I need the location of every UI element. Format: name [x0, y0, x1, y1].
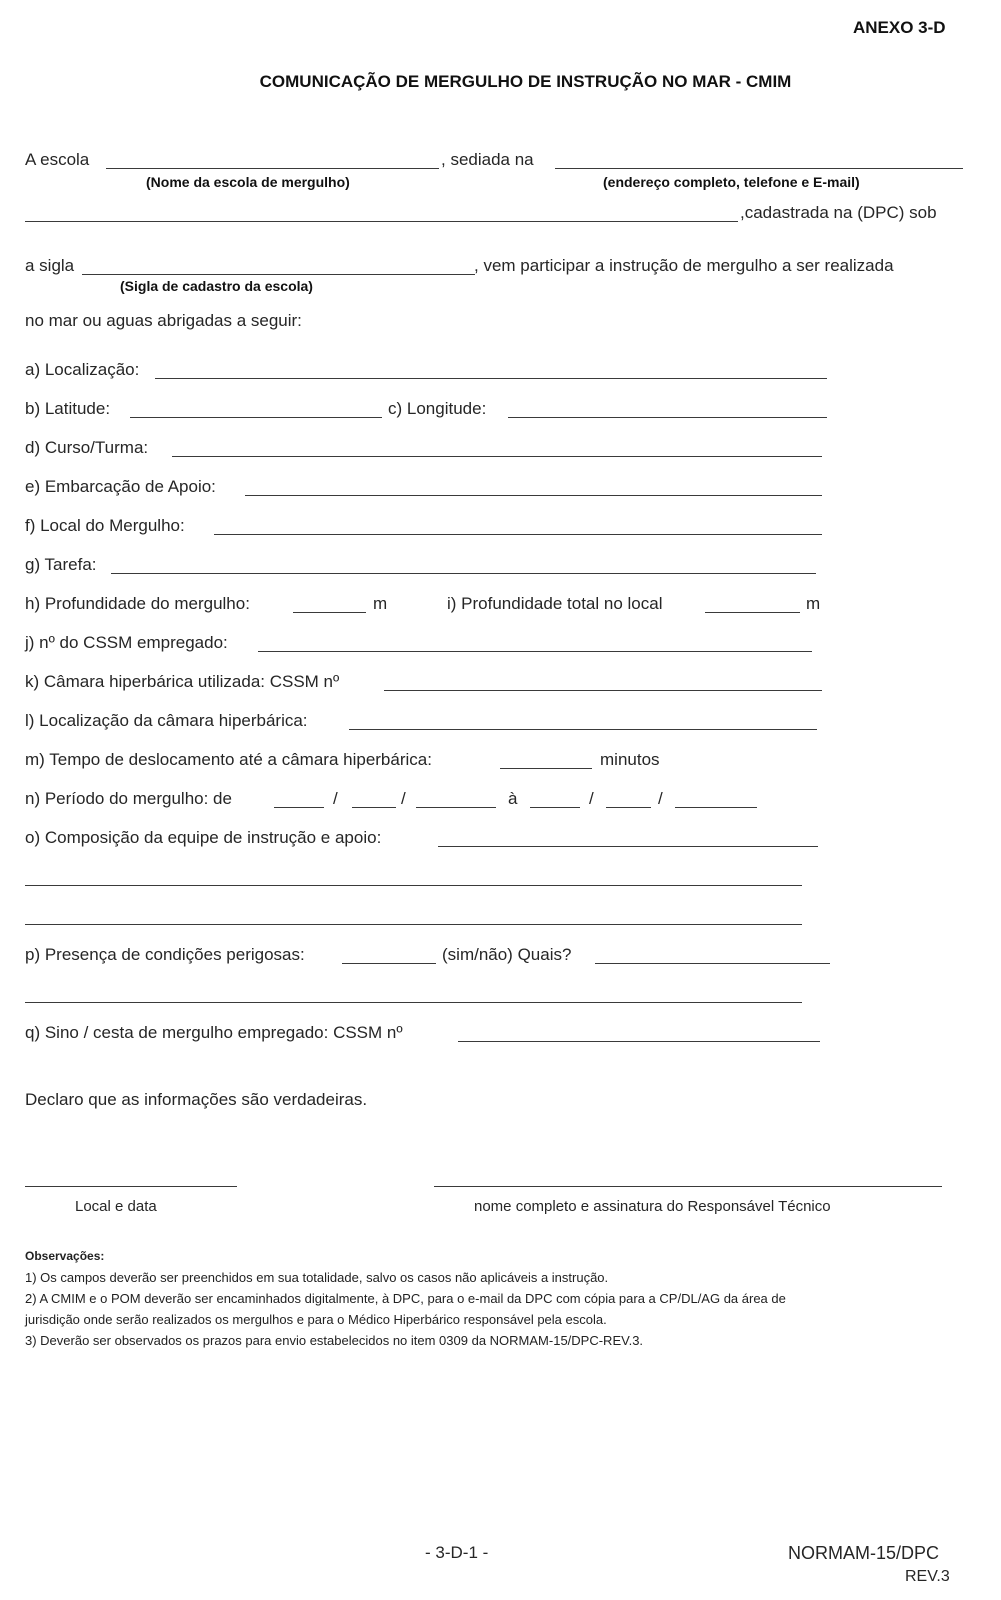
field-h-label: h) Profundidade do mergulho: — [25, 594, 250, 613]
field-j-label: j) nº do CSSM empregado: — [25, 633, 228, 652]
observation-item: jurisdição onde serão realizados os mergulhos e para o Médico Hiperbárico responsável pela escola. — [25, 1312, 607, 1327]
address-field-line1[interactable] — [555, 168, 963, 169]
date-separator: / — [333, 789, 338, 808]
end-day-field[interactable] — [530, 807, 580, 808]
field-q-label: q) Sino / cesta de mergulho empregado: CSSM nº — [25, 1023, 403, 1042]
team-composition-field-line3[interactable] — [25, 924, 802, 925]
chamber-location-field[interactable] — [349, 729, 817, 730]
observation-item: 3) Deverão ser observados os prazos para envio estabelecidos no item 0309 da NORMAM-15/DPC-REV.3. — [25, 1333, 644, 1348]
field-e-label: e) Embarcação de Apoio: — [25, 477, 216, 496]
date-to-label: à — [508, 789, 518, 808]
hyperbaric-chamber-field[interactable] — [384, 690, 822, 691]
longitude-field[interactable] — [508, 417, 827, 418]
field-a-label: a) Localização: — [25, 360, 140, 379]
end-year-field[interactable] — [675, 807, 757, 808]
field-g-label: g) Tarefa: — [25, 555, 97, 574]
address-hint: (endereço completo, telefone e E-mail) — [603, 174, 860, 190]
total-depth-unit: m — [806, 594, 821, 613]
start-day-field[interactable] — [274, 807, 324, 808]
revision-label: REV.3 — [905, 1568, 950, 1585]
date-separator: / — [658, 789, 663, 808]
school-name-field[interactable] — [106, 168, 439, 169]
field-p-label: p) Presença de condições perigosas: — [25, 945, 305, 964]
school-prefix: A escola — [25, 150, 90, 169]
hazards-which-field[interactable] — [595, 963, 830, 964]
field-b-label: b) Latitude: — [25, 399, 111, 418]
field-m-label: m) Tempo de deslocamento até a câmara hiperbárica: — [25, 750, 432, 769]
page-number: - 3-D-1 - — [425, 1543, 489, 1562]
cssm-number-field[interactable] — [258, 651, 812, 652]
school-name-hint: (Nome da escola de mergulho) — [146, 174, 350, 190]
hazards-which-field-line2[interactable] — [25, 1002, 802, 1003]
task-field[interactable] — [111, 573, 816, 574]
acronym-prefix: a sigla — [25, 256, 75, 275]
form-title: COMUNICAÇÃO DE MERGULHO DE INSTRUÇÃO NO MAR - CMIM — [259, 72, 792, 91]
dive-site-field[interactable] — [214, 534, 822, 535]
field-l-label: l) Localização da câmara hiperbárica: — [25, 711, 308, 730]
hazards-yes-no-field[interactable] — [342, 963, 436, 964]
acronym-text: , vem participar a instrução de mergulho a ser realizada — [474, 256, 894, 275]
total-depth-field[interactable] — [705, 612, 800, 613]
field-f-label: f) Local do Mergulho: — [25, 516, 185, 535]
signature-field[interactable] — [434, 1186, 942, 1187]
field-n-label: n) Período do mergulho: de — [25, 789, 232, 808]
course-class-field[interactable] — [172, 456, 822, 457]
date-separator: / — [401, 789, 406, 808]
support-vessel-field[interactable] — [245, 495, 822, 496]
place-date-field[interactable] — [25, 1186, 237, 1187]
dive-depth-unit: m — [373, 594, 388, 613]
field-o-label: o) Composição da equipe de instrução e apoio: — [25, 828, 382, 847]
norm-code: NORMAM-15/DPC — [788, 1543, 940, 1563]
field-d-label: d) Curso/Turma: — [25, 438, 149, 457]
team-composition-field-line2[interactable] — [25, 885, 802, 886]
field-k-label: k) Câmara hiperbárica utilizada: CSSM nº — [25, 672, 340, 691]
based-text: , sediada na — [441, 150, 534, 169]
latitude-field[interactable] — [130, 417, 382, 418]
place-date-label: Local e data — [75, 1198, 157, 1215]
field-i-label: i) Profundidade total no local — [447, 594, 663, 613]
address-field-line2[interactable] — [25, 221, 738, 222]
team-composition-field-line1[interactable] — [438, 846, 818, 847]
observation-item: 2) A CMIM e o POM deverão ser encaminhados digitalmente, à DPC, para o e-mail da DPC com cópia para a CP/DL/AG da área de — [25, 1291, 786, 1306]
acronym-hint: (Sigla de cadastro da escola) — [120, 278, 313, 294]
registered-text: ,cadastrada na (DPC) sob — [740, 203, 937, 222]
travel-time-unit: minutos — [600, 750, 660, 769]
observation-item: 1) Os campos deverão ser preenchidos em sua totalidade, salvo os casos não aplicáveis a instrução. — [25, 1270, 609, 1285]
declaration-text: Declaro que as informações são verdadeiras. — [25, 1090, 368, 1109]
end-month-field[interactable] — [606, 807, 651, 808]
school-acronym-field[interactable] — [82, 274, 475, 275]
hazards-options-label: (sim/não) Quais? — [442, 945, 572, 964]
date-separator: / — [589, 789, 594, 808]
start-year-field[interactable] — [416, 807, 496, 808]
observations-heading: Observações: — [25, 1249, 105, 1263]
signature-label: nome completo e assinatura do Responsável Técnico — [474, 1198, 831, 1215]
travel-time-field[interactable] — [500, 768, 592, 769]
location-field[interactable] — [155, 378, 827, 379]
start-month-field[interactable] — [352, 807, 396, 808]
field-c-label: c) Longitude: — [388, 399, 487, 418]
intro-closing: no mar ou aguas abrigadas a seguir: — [25, 311, 302, 330]
annex-label: ANEXO 3-D — [853, 18, 946, 37]
dive-depth-field[interactable] — [293, 612, 366, 613]
diving-bell-field[interactable] — [458, 1041, 820, 1042]
